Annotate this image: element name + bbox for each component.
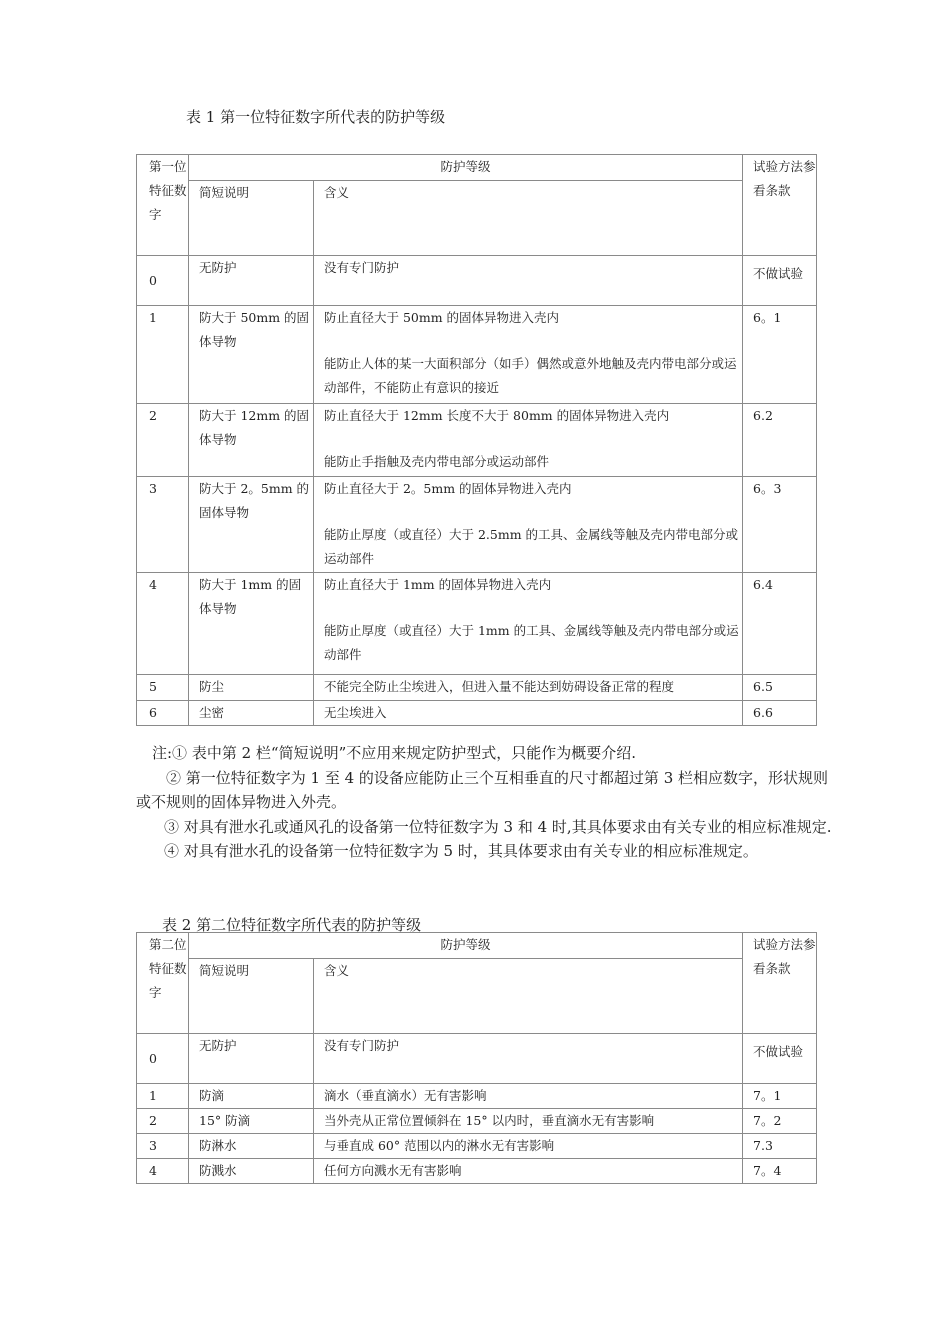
cell-meaning: 与垂直成 60° 范围以内的淋水无有害影响 [314, 1134, 743, 1159]
meaning-line: 能防止厚度（或直径）大于 2.5mm 的工具、金属线等触及壳内带电部分或运动部件 [324, 527, 739, 566]
cell-test: 7。4 [743, 1159, 817, 1184]
cell-test: 6.5 [743, 675, 817, 701]
table-row [137, 306, 817, 404]
cell-short: 防尘 [189, 675, 314, 701]
table2-header-short: 简短说明 [189, 959, 314, 1034]
table2-caption: 表 2 第二位特征数字所代表的防护等级 [162, 916, 422, 934]
cell-test: 6。1 [743, 306, 817, 404]
note-3: ③ 对具有泄水孔或通风孔的设备第一位特征数字为 3 和 4 时,其具体要求由有关专业的相应标准规定. [164, 817, 832, 836]
cell-meaning [314, 306, 743, 404]
cell-meaning: 没有专门防护 [314, 1034, 743, 1084]
table1 [136, 154, 817, 726]
cell-digit: 5 [137, 675, 189, 701]
cell-short: 防淋水 [189, 1134, 314, 1159]
table2-header-digit: 第二位特征数字 [137, 933, 189, 1034]
cell-digit: 2 [137, 1109, 189, 1134]
cell-digit: 1 [137, 306, 189, 404]
cell-short: 尘密 [189, 701, 314, 726]
cell-meaning [314, 477, 743, 573]
cell-meaning [314, 573, 743, 675]
table2-header-meaning: 含义 [314, 959, 743, 1034]
cell-short: 无防护 [189, 1034, 314, 1084]
cell-meaning [314, 404, 743, 477]
cell-short: 防溅水 [189, 1159, 314, 1184]
table2-header-protection-level: 防护等级 [189, 933, 743, 959]
cell-short: 防滴 [189, 1084, 314, 1109]
meaning-line: 防止直径大于 1mm 的固体异物进入壳内 [324, 577, 552, 592]
meaning-line: 防止直径大于 12mm 长度不大于 80mm 的固体异物进入壳内 [324, 408, 670, 423]
table1-header-protection-level: 防护等级 [189, 155, 743, 181]
table-row [137, 1159, 817, 1184]
table1-header-meaning: 含义 [314, 181, 743, 256]
cell-meaning: 当外壳从正常位置倾斜在 15° 以内时，垂直滴水无有害影响 [314, 1109, 743, 1134]
cell-test: 7。1 [743, 1084, 817, 1109]
table-row [137, 1109, 817, 1134]
table-row [137, 1134, 817, 1159]
cell-short: 无防护 [189, 256, 314, 306]
table1-header-digit: 第一位特征数字 [137, 155, 189, 256]
table-row [137, 1034, 817, 1084]
cell-meaning: 无尘埃进入 [314, 701, 743, 726]
table1-caption: 表 1 第一位特征数字所代表的防护等级 [186, 108, 446, 126]
cell-digit: 3 [137, 1134, 189, 1159]
cell-meaning: 不能完全防止尘埃进入，但进入量不能达到妨碍设备正常的程度 [314, 675, 743, 701]
table1-header-test: 试验方法参看条款 [743, 155, 817, 256]
meaning-line: 防止直径大于 50mm 的固体异物进入壳内 [324, 310, 560, 325]
cell-short: 防大于 1mm 的固体导物 [189, 573, 314, 675]
cell-digit: 4 [137, 1159, 189, 1184]
cell-digit: 2 [137, 404, 189, 477]
note-4: ④ 对具有泄水孔的设备第一位特征数字为 5 时，其具体要求由有关专业的相应标准规定。 [164, 842, 758, 860]
cell-digit: 0 [137, 1034, 189, 1084]
cell-short: 15° 防滴 [189, 1109, 314, 1134]
table1-header-short: 简短说明 [189, 181, 314, 256]
table2 [136, 932, 817, 1184]
cell-test: 7.3 [743, 1134, 817, 1159]
cell-short: 防大于 50mm 的固体导物 [189, 306, 314, 404]
cell-meaning: 任何方向溅水无有害影响 [314, 1159, 743, 1184]
cell-digit: 4 [137, 573, 189, 675]
cell-digit: 0 [137, 256, 189, 306]
note-1: 注:① 表中第 2 栏“简短说明”不应用来规定防护型式，只能作为概要介绍. [152, 744, 637, 762]
notes [136, 741, 836, 864]
cell-digit: 3 [137, 477, 189, 573]
cell-test: 不做试验 [743, 1034, 817, 1084]
note-2: ② 第一位特征数字为 1 至 4 的设备应能防止三个互相垂直的尺寸都超过第 3 栏相应数字，形状规则或不规则的固体异物进入外壳。 [136, 768, 829, 811]
cell-digit: 1 [137, 1084, 189, 1109]
table-row [137, 404, 817, 477]
cell-test: 6.2 [743, 404, 817, 477]
cell-short: 防大于 2。5mm 的固体导物 [189, 477, 314, 573]
table-row [137, 675, 817, 701]
cell-test: 6.6 [743, 701, 817, 726]
cell-test: 6.4 [743, 573, 817, 675]
meaning-line: 能防止人体的某一大面积部分（如手）偶然或意外地触及壳内带电部分或运动部件，不能防止有意识的接近 [324, 356, 737, 395]
meaning-line: 能防止厚度（或直径）大于 1mm 的工具、金属线等触及壳内带电部分或运动部件 [324, 623, 739, 662]
table-row [137, 573, 817, 675]
cell-test: 7。2 [743, 1109, 817, 1134]
cell-digit: 6 [137, 701, 189, 726]
table-row [137, 1084, 817, 1109]
cell-meaning: 滴水（垂直滴水）无有害影响 [314, 1084, 743, 1109]
meaning-line: 能防止手指触及壳内带电部分或运动部件 [324, 454, 550, 469]
cell-meaning: 没有专门防护 [314, 256, 743, 306]
table2-header-test: 试验方法参看条款 [743, 933, 817, 1034]
cell-test: 不做试验 [743, 256, 817, 306]
table-row [137, 477, 817, 573]
cell-short: 防大于 12mm 的固体导物 [189, 404, 314, 477]
meaning-line: 防止直径大于 2。5mm 的固体异物进入壳内 [324, 481, 572, 496]
table-row [137, 256, 817, 306]
table-row [137, 701, 817, 726]
cell-test: 6。3 [743, 477, 817, 573]
